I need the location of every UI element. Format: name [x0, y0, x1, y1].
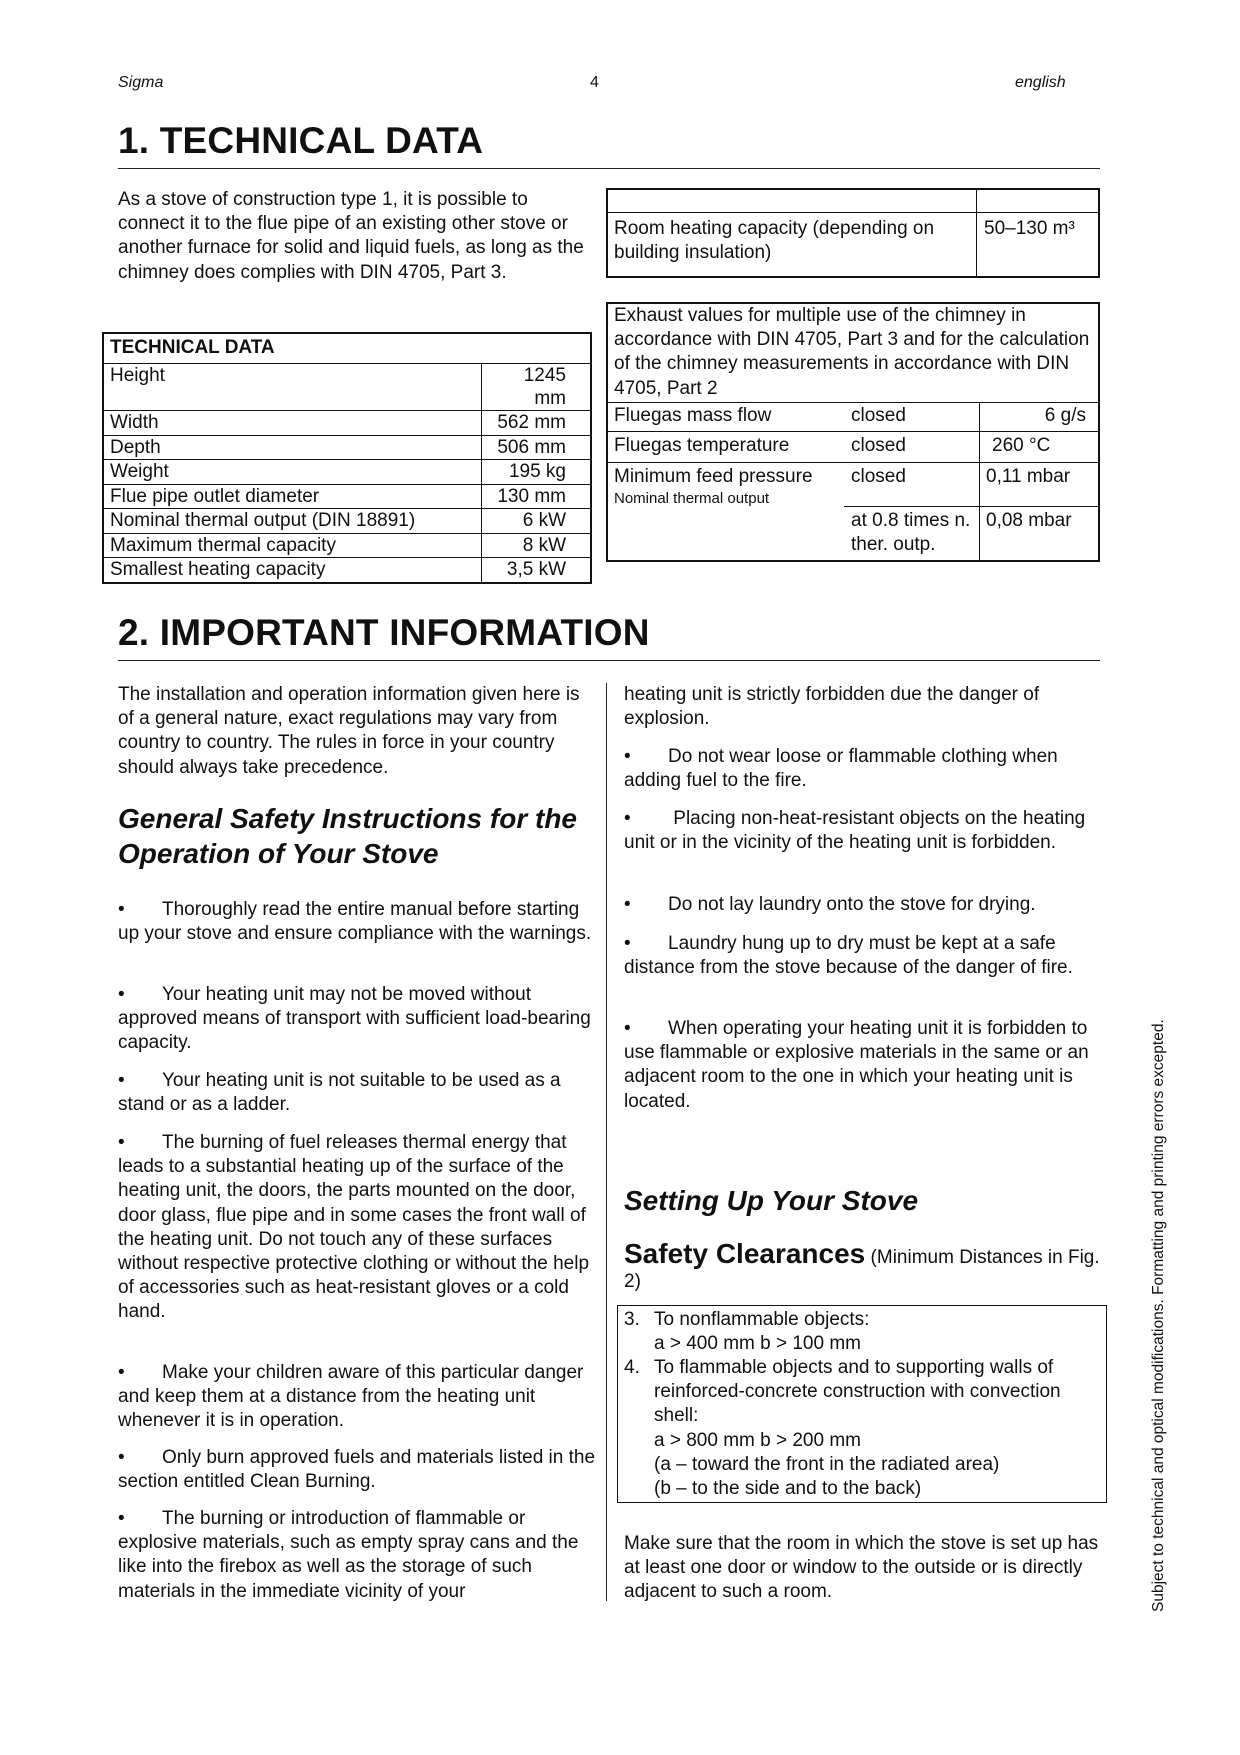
clearance-number: 4.: [624, 1357, 640, 1378]
cell-label: Width: [103, 411, 482, 436]
header-language: english: [1015, 74, 1066, 91]
list-item-text: The burning of fuel releases thermal energy that leads to a substantial heating up of the surface of the heating unit, the doors, the parts mounted on the door, door glass, flue pipe and in some cases the front wall of the heating unit. Do not touch any of these surfaces without respective protective clothing or without the help of accessories such as heat-resistant gloves or a cold hand.: [118, 1132, 590, 1323]
table-row: [103, 533, 591, 558]
section-title-important-information: 2. IMPORTANT INFORMATION: [118, 612, 1100, 661]
list-item: [624, 893, 1109, 917]
table-row: [103, 435, 591, 460]
clearance-3-title: To nonflammable objects:: [654, 1309, 870, 1330]
cell-label: Depth: [103, 435, 482, 460]
bullet-icon: •: [624, 1018, 631, 1039]
clearance-4-b: (b – to the side and to the back): [654, 1478, 922, 1499]
bullet-icon: •: [118, 1362, 125, 1383]
list-item-text: Placing non-heat-resistant objects on the heating unit or in the vicinity of the heating unit is forbidden.: [624, 808, 1086, 854]
tech-table-header: TECHNICAL DATA: [110, 337, 275, 358]
cell-label: Smallest heating capacity: [103, 558, 482, 583]
table-row: [103, 558, 591, 583]
technical-data-table: [102, 332, 592, 584]
list-item: [624, 1017, 1094, 1114]
list-item-text: Make your children aware of this particular danger and keep them at a distance from the heating unit whenever it is in operation.: [118, 1362, 584, 1432]
column-divider: [606, 683, 607, 1601]
bullet-icon: •: [118, 984, 125, 1005]
list-item: [118, 983, 598, 1056]
page-number: 4: [590, 74, 599, 91]
exhaust-values-table: [606, 302, 1100, 562]
section2-intro: The installation and operation information given here is of a general nature, exact regulations may vary from country to country. The rules in force in your country should always take precedence.: [118, 684, 580, 778]
table-row: [103, 509, 591, 534]
bullet-icon: •: [118, 899, 125, 920]
cell-value: 195 kg: [482, 460, 592, 485]
min-feed-pressure-cond: closed: [851, 466, 906, 487]
clearances-note: (Minimum Distances in Fig. 2): [624, 1247, 1100, 1293]
table-row: [103, 484, 591, 509]
side-disclaimer: Subject to technical and optical modifications. Formatting and printing errors excepted.: [1150, 1019, 1167, 1612]
list-item: [118, 1131, 603, 1325]
table-row: [103, 411, 591, 436]
reduced-output-cond: at 0.8 times n. ther. outp.: [851, 510, 971, 556]
list-item-text: Do not lay laundry onto the stove for drying.: [668, 894, 1036, 915]
setup-heading: Setting Up Your Stove: [624, 1185, 919, 1216]
clearance-number: 3.: [624, 1309, 640, 1330]
clearances-heading-line: [624, 1238, 1104, 1294]
clearances-heading: Safety Clearances: [624, 1238, 866, 1269]
list-item-text: Only burn approved fuels and materials listed in the section entitled Clean Burning.: [118, 1447, 596, 1493]
list-item-text: Thoroughly read the entire manual before starting up your stove and ensure compliance with the warnings.: [118, 899, 592, 945]
list-item-text: Laundry hung up to dry must be kept at a safe distance from the stove because of the danger of fire.: [624, 933, 1073, 979]
clearance-4-a: (a – toward the front in the radiated area): [654, 1454, 1000, 1475]
list-item-text: Do not wear loose or flammable clothing when adding fuel to the fire.: [624, 746, 1058, 792]
bullet-icon: •: [624, 894, 631, 915]
reduced-output-value: 0,08 mbar: [986, 510, 1072, 531]
list-item: [118, 1361, 598, 1434]
header-doc-name: Sigma: [118, 74, 164, 91]
bullet-icon: •: [624, 746, 631, 767]
table-row: [103, 460, 591, 485]
list-item-text: When operating your heating unit it is forbidden to use flammable or explosive materials in the same or an adjacent room to the one in which your heating unit is located.: [624, 1018, 1089, 1112]
list-item-text: The burning or introduction of flammable or explosive materials, such as empty spray cans and the like into the firebox as well as the storage of such materials in the immediate vicinity of your: [118, 1508, 579, 1602]
fluegas-mass-flow-value: 6 g/s: [1044, 405, 1086, 426]
list-item: [118, 898, 598, 946]
list-item: [118, 1446, 598, 1494]
list-item: [118, 1507, 603, 1604]
list-item: [118, 1069, 598, 1117]
fluegas-temp-label: Fluegas temperature: [614, 435, 790, 456]
cell-value: 1245 mm: [482, 364, 592, 411]
fluegas-mass-flow-label: Fluegas mass flow: [614, 405, 772, 426]
room-heating-label: Room heating capacity (depending on building insulation): [614, 218, 935, 263]
cell-value: 6 kW: [482, 509, 592, 534]
list-item: [624, 932, 1104, 980]
cell-label: Flue pipe outlet diameter: [103, 484, 482, 509]
cell-label: Maximum thermal capacity: [103, 533, 482, 558]
cell-value: 3,5 kW: [482, 558, 592, 583]
fluegas-mass-flow-cond: closed: [851, 405, 906, 426]
bullet-icon: •: [118, 1508, 125, 1529]
cell-value: 8 kW: [482, 533, 592, 558]
safety-instructions-heading: General Safety Instructions for the Operation of Your Stove: [118, 803, 577, 869]
min-feed-pressure-label: Minimum feed pressure: [614, 466, 813, 487]
clearance-4-title: To flammable objects and to supporting walls of reinforced-concrete construction with convection shell:: [654, 1357, 1061, 1427]
room-ventilation-note: Make sure that the room in which the stove is set up has at least one door or window to the outside or is directly adjacent to such a room.: [624, 1533, 1099, 1603]
room-heating-table: [606, 188, 1100, 278]
bullet-icon: •: [118, 1447, 125, 1468]
bullet-icon: •: [624, 933, 631, 954]
bullet-icon: •: [624, 808, 631, 829]
list-item: [624, 807, 1094, 855]
exhaust-intro: Exhaust values for multiple use of the chimney in accordance with DIN 4705, Part 3 and for the calculation of the chimney measurements in accordance with DIN 4705, Part 2: [614, 305, 1090, 399]
cell-label: Weight: [103, 460, 482, 485]
room-heating-value: 50–130 m³: [984, 218, 1075, 239]
cell-label: Nominal thermal output (DIN 18891): [103, 509, 482, 534]
bullet-continuation: heating unit is strictly forbidden due the danger of explosion.: [624, 684, 1040, 730]
min-feed-pressure-sub: Nominal thermal output: [614, 490, 770, 507]
bullet-icon: •: [118, 1070, 125, 1091]
cell-value: 562 mm: [482, 411, 592, 436]
fluegas-temp-value: 260 °C: [992, 435, 1051, 456]
clearance-3-dims: a > 400 mm b > 100 mm: [654, 1333, 861, 1354]
section-title-technical-data: 1. TECHNICAL DATA: [118, 120, 1100, 169]
section1-intro: As a stove of construction type 1, it is possible to connect it to the flue pipe of an existing other stove or another furnace for solid and liquid fuels, as long as the chimney does complies with DIN 4705, Part 3.: [118, 189, 584, 283]
fluegas-temp-cond: closed: [851, 435, 906, 456]
list-item: [624, 745, 1109, 793]
clearances-box: [617, 1305, 1107, 1503]
table-row: [103, 364, 591, 411]
list-item-text: Your heating unit is not suitable to be used as a stand or as a ladder.: [118, 1070, 561, 1116]
cell-value: 130 mm: [482, 484, 592, 509]
list-item-text: Your heating unit may not be moved without approved means of transport with sufficient load-bearing capacity.: [118, 984, 591, 1054]
cell-label: Height: [103, 364, 482, 411]
bullet-icon: •: [118, 1132, 125, 1153]
clearance-4-dims: a > 800 mm b > 200 mm: [654, 1430, 861, 1451]
cell-value: 506 mm: [482, 435, 592, 460]
min-feed-pressure-value: 0,11 mbar: [986, 466, 1071, 487]
